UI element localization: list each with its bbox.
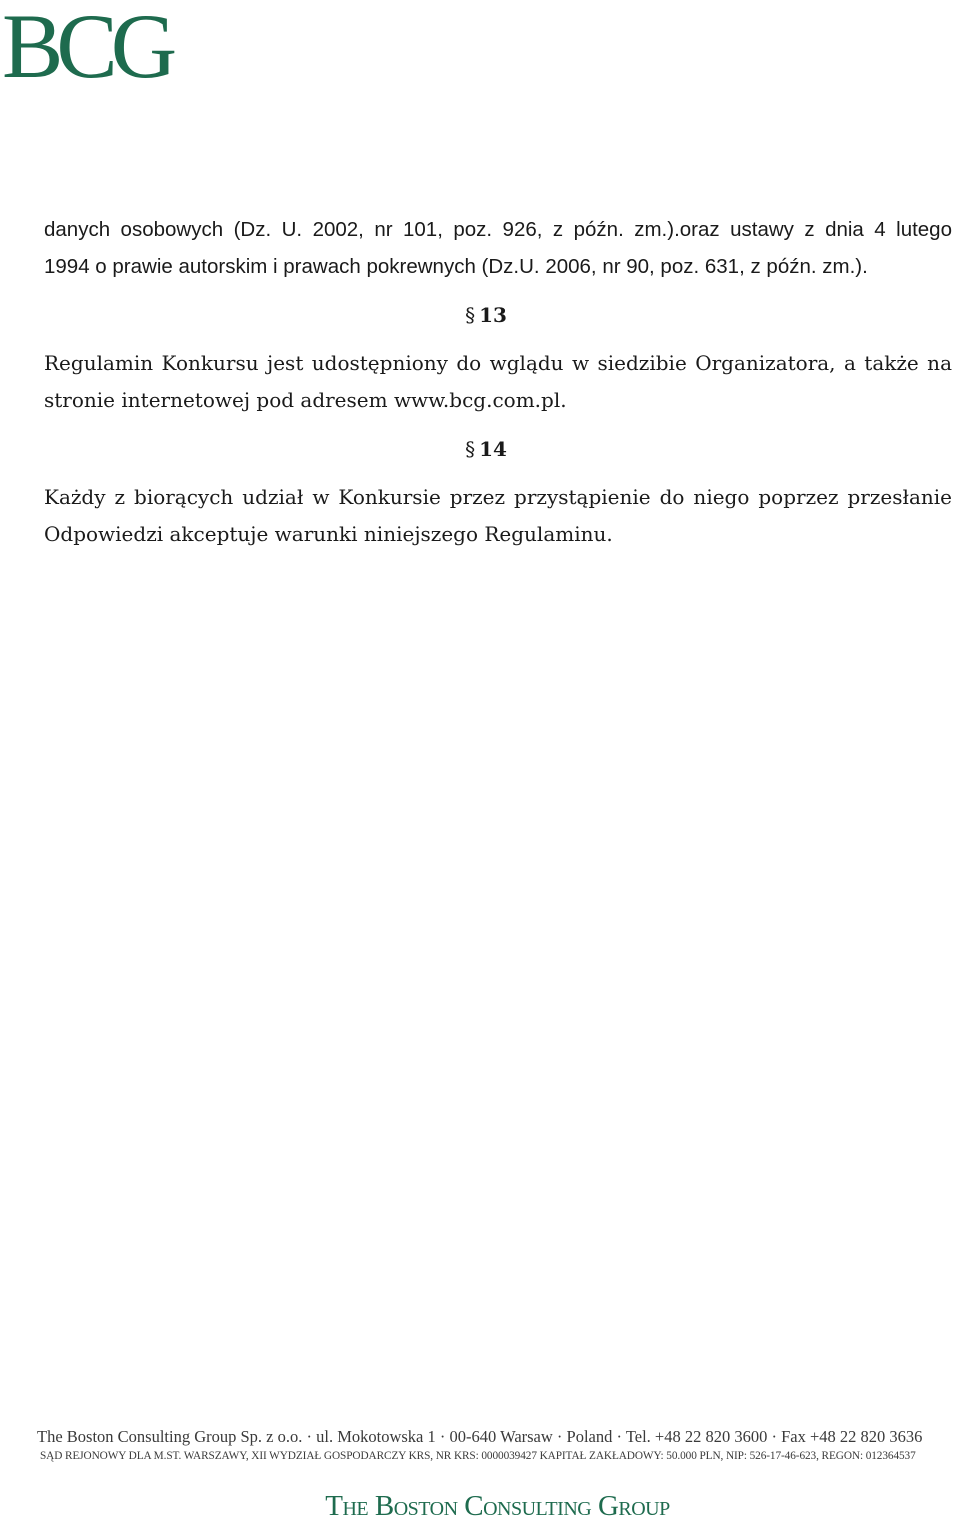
section-14-text: Każdy z biorących udział w Konkursie przez przystąpienie do niego poprzez przesłanie Odpowiedzi akceptuje warunki niniejszego Regulaminu.	[44, 485, 952, 546]
section-14-number: 14	[479, 437, 507, 461]
section-13-text: Regulamin Konkursu jest udostępniony do wglądu w siedzibie Organizatora, a także na stronie internetowej pod adresem www.bcg.com.pl.	[44, 351, 952, 412]
section-13-heading	[0, 303, 960, 327]
section-14-heading	[0, 437, 960, 461]
footer-address: The Boston Consulting Group Sp. z o.o. · ul. Mokotowska 1 · 00-640 Warsaw · Poland · Tel. +48 22 820 3600 · Fax +48 22 820 3636	[37, 1427, 923, 1446]
bcg-logo: BCG	[2, 0, 171, 97]
section-13-number: 13	[479, 303, 507, 327]
footer-registry: SĄD REJONOWY DLA M.ST. WARSZAWY, XII WYDZIAŁ GOSPODARCZY KRS, NR KRS: 0000039427 KAPITAŁ ZAKŁADOWY: 50.000 PLN, NIP: 526-17-46-623, REGON: 012364537	[40, 1450, 916, 1462]
continuation-line-1: danych osobowych (Dz. U. 2002, nr 101, poz. 926, z późn. zm.).oraz ustawy z dnia 4 lutego	[44, 218, 952, 241]
section-sign-icon: §	[465, 303, 476, 327]
continuation-line-2: 1994 o prawie autorskim i prawach pokrewnych (Dz.U. 2006, nr 90, poz. 631, z późn. zm.).	[44, 255, 868, 278]
footer-brand-name: The Boston Consulting Group	[325, 1490, 670, 1522]
continuation-paragraph	[44, 211, 952, 285]
section-sign-icon: §	[465, 437, 476, 461]
